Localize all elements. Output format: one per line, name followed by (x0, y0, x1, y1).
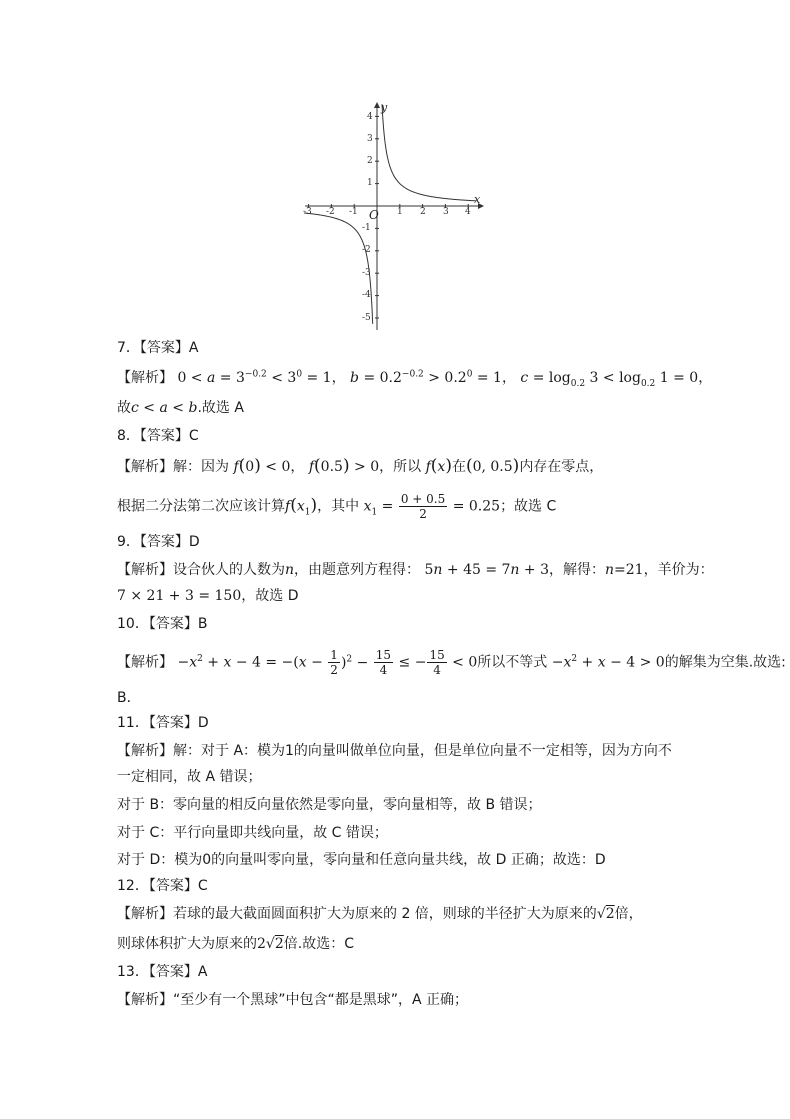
q7-conclusion: 故c < a < b.故选 A (117, 400, 244, 416)
q7-analysis: 【解析】 $0 < a = 3^{-0.2} < 3^0 = 1$， $b = 0.2^{-0.2} > 0.2^0 = 1$， $c = \log_{0.2} 3 < \log_{0.2} 1 = 0$， (117, 369, 713, 389)
q12-answer: 12．【答案】C (117, 878, 208, 894)
y-axis-label: y (381, 101, 388, 114)
x-tick-label: 2 (420, 207, 426, 217)
q10-analysis-line1: 【解析】 $-x^2 + x - 4 = -(x$ − $\frac{1}{2}$ )$^2$ − $\frac{15}{4}$ ≤ − $\frac{15}{4}$ < 0所以不等式 $-x^2 + x - 4 > 0$的解集为空集.故选: (117, 648, 786, 677)
function-graph (303, 100, 487, 332)
q9-answer: 9．【答案】D (117, 534, 200, 550)
q8-analysis-line2: 根据二分法第二次应该计算$f(x_1)$，其中 $x_1$ = $\frac{0 + 0.5}{2}$ = 0.25；故选 C (117, 492, 557, 521)
y-tick-label: 4 (367, 112, 373, 122)
x-tick-label: -1 (349, 207, 358, 217)
q11-answer: 11．【答案】D (117, 715, 209, 731)
x-tick-label: -2 (326, 207, 335, 217)
x-tick-label: 3 (443, 207, 449, 217)
y-tick-label: -2 (362, 245, 371, 255)
y-tick-label: -3 (362, 268, 371, 278)
x-tick-label: -3 (303, 207, 312, 217)
q8-analysis-line1: 【解析】解：因为 f(0) < 0， f(0.5) > 0，所以 f(x)在(0, 0.5)内存在零点， (117, 456, 604, 476)
origin-label: O (369, 208, 379, 222)
q11-analysis-line1: 【解析】解：对于 A：模为1的向量叫做单位向量，但是单位向量不一定相等，因为方向不 (117, 743, 672, 759)
x-axis-label: x (474, 193, 481, 206)
q8-answer: 8．【答案】C (117, 428, 199, 444)
y-tick-label: -1 (362, 223, 371, 233)
q10-analysis-line2: B． (117, 690, 141, 706)
y-tick-label: -4 (362, 290, 371, 300)
x-tick-label: 1 (397, 207, 403, 217)
curve-right-branch (382, 104, 476, 201)
q9-analysis-line2: 7 × 21 + 3 = 150，故选 D (117, 588, 299, 604)
q13-answer: 13．【答案】A (117, 964, 208, 980)
q11-analysis-line4: 对于 C：平行向量即共线向量，故 C 错误； (117, 825, 388, 841)
y-tick-label: 1 (367, 178, 373, 188)
q13-analysis-line1: 【解析】“至少有一个黑球”中包含“都是黑球”，A 正确； (117, 992, 469, 1008)
q10-answer: 10．【答案】B (117, 616, 208, 632)
q11-analysis-line5: 对于 D：模为0的向量叫零向量，零向量和任意向量共线，故 D 正确；故选：D (117, 852, 606, 868)
y-tick-label: 3 (367, 134, 373, 144)
q12-analysis-line1: 【解析】若球的最大截面圆面积扩大为原来的 2 倍，则球的半径扩大为原来的√2倍， (117, 906, 643, 922)
q11-analysis-line2: 一定相同，故 A 错误； (117, 769, 262, 785)
q12-analysis-line2: 则球体积扩大为原来的2√2倍.故选：C (117, 936, 354, 952)
q11-analysis-line3: 对于 B：零向量的相反向量依然是零向量，零向量相等，故 B 错误； (117, 797, 542, 813)
q7-answer: 7．【答案】A (117, 340, 199, 356)
y-tick-label: -5 (362, 313, 371, 323)
q9-analysis-line1: 【解析】设合伙人的人数为n，由题意列方程得： 5n + 45 = 7n + 3，解得：n=21，羊价为： (117, 562, 714, 578)
y-tick-label: 2 (367, 156, 373, 166)
x-tick-label: 4 (465, 207, 471, 217)
